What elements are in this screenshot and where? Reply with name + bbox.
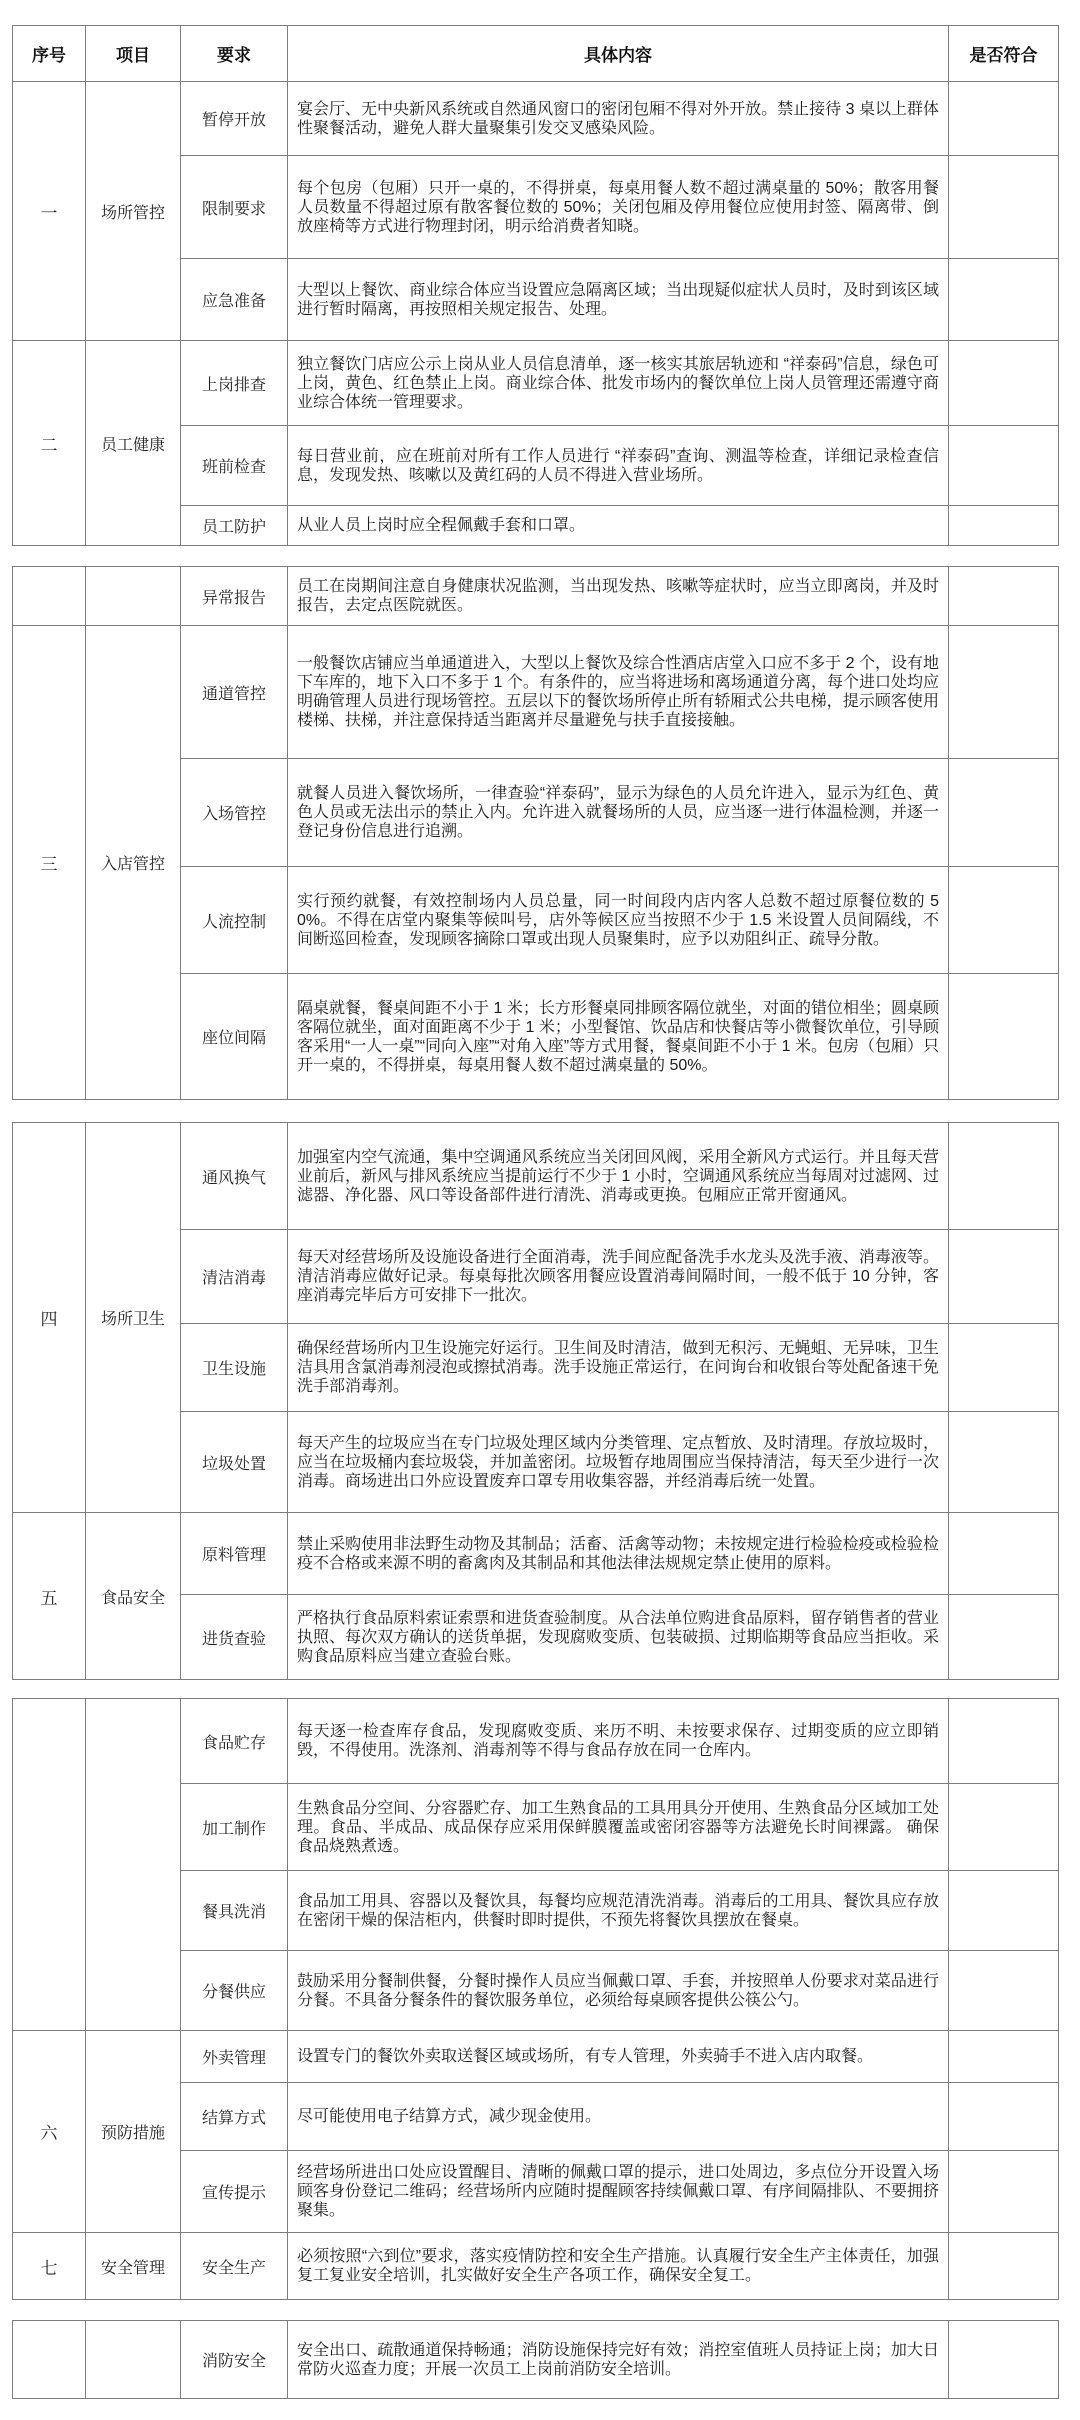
req-cell: 上岗排查: [181, 341, 288, 426]
comply-cell: [949, 1951, 1059, 2031]
header-col-no: 序号: [13, 26, 86, 82]
req-cell: 结算方式: [181, 2083, 288, 2151]
header-col-req: 要求: [181, 26, 288, 82]
table-row: [13, 2321, 1059, 2399]
content-cell: 食品加工用具、容器以及餐饮具，每餐均应规范清洗消毒。消毒后的工用具、餐饮具应存放在密闭干燥的保洁柜内，供餐时即时提供，不预先将餐饮具摆放在餐桌。: [288, 1871, 949, 1951]
comply-cell: [949, 1513, 1059, 1595]
seq-cell: 六: [13, 2031, 86, 2233]
req-cell: 垃圾处置: [181, 1412, 288, 1513]
comply-cell: [949, 1871, 1059, 1951]
item-cell: 食品安全: [86, 1513, 181, 1680]
comply-cell: [949, 2031, 1059, 2083]
req-cell: 异常报告: [181, 567, 288, 626]
req-cell: 消防安全: [181, 2321, 288, 2399]
seq-cell: [13, 1699, 86, 2031]
content-cell: 设置专门的餐饮外卖取送餐区域或场所，有专人管理，外卖骑手不进入店内取餐。: [288, 2031, 949, 2083]
req-cell: 食品贮存: [181, 1699, 288, 1784]
item-cell: 安全管理: [86, 2233, 181, 2300]
content-cell: 经营场所进出口处应设置醒目、清晰的佩戴口罩的提示，进口处周边，多点位分开设置入场顾客身份登记二维码；经营场所内应随时提醒顾客持续佩戴口罩、有序间隔排队、不要拥挤聚集。: [288, 2151, 949, 2233]
req-cell: 宣传提示: [181, 2151, 288, 2233]
req-cell: 人流控制: [181, 867, 288, 974]
comply-cell: [949, 2083, 1059, 2151]
table-row: [13, 2031, 1059, 2083]
table-row: [13, 1123, 1059, 1230]
req-cell: 应急准备: [181, 259, 288, 341]
comply-cell: [949, 156, 1059, 259]
content-cell: 大型以上餐饮、商业综合体应当设置应急隔离区域；当出现疑似症状人员时，及时到该区域进行暂时隔离，再按照相关规定报告、处理。: [288, 259, 949, 341]
seq-cell: 七: [13, 2233, 86, 2300]
content-cell: 从业人员上岗时应全程佩戴手套和口罩。: [288, 506, 949, 546]
comply-cell: [949, 82, 1059, 156]
comply-cell: [949, 567, 1059, 626]
req-cell: 进货查验: [181, 1595, 288, 1680]
checklist-table-2: [12, 566, 1059, 1100]
content-cell: 必须按照“六到位”要求，落实疫情防控和安全生产措施。认真履行安全生产主体责任，加强复工复业安全培训，扎实做好安全生产各项工作，确保安全复工。: [288, 2233, 949, 2300]
content-cell: 员工在岗期间注意自身健康状况监测，当出现发热、咳嗽等症状时，应当立即离岗，并及时报告，去定点医院就医。: [288, 567, 949, 626]
seq-cell: 三: [13, 626, 86, 1100]
comply-cell: [949, 1595, 1059, 1680]
comply-cell: [949, 426, 1059, 506]
item-cell: 场所管控: [86, 82, 181, 341]
table-row: [13, 626, 1059, 759]
req-cell: 外卖管理: [181, 2031, 288, 2083]
req-cell: 通风换气: [181, 1123, 288, 1230]
content-cell: 每天逐一检查库存食品，发现腐败变质、来历不明、未按要求保存、过期变质的应立即销毁，不得使用。洗涤剂、消毒剂等不得与食品存放在同一仓库内。: [288, 1699, 949, 1784]
comply-cell: [949, 626, 1059, 759]
content-cell: 每天产生的垃圾应当在专门垃圾处理区域内分类管理、定点暂放、及时清理。存放垃圾时，应当在垃圾桶内套垃圾袋，并加盖密闭。垃圾暂存地周围应当保持清洁，每天至少进行一次消毒。商场进出口外应设置废弃口罩专用收集容器，并经消毒后统一处置。: [288, 1412, 949, 1513]
seq-cell: 一: [13, 82, 86, 341]
seq-cell: [13, 567, 86, 626]
content-cell: 禁止采购使用非法野生动物及其制品；活畜、活禽等动物；未按规定进行检验检疫或检验检疫不合格或来源不明的畜禽肉及其制品和其他法律法规规定禁止使用的原料。: [288, 1513, 949, 1595]
checklist-table-1: [12, 25, 1059, 546]
content-cell: 生熟食品分空间、分容器贮存、加工生熟食品的工具用具分开使用、生熟食品分区域加工处理。食品、半成品、成品保存应采用保鲜膜覆盖或密闭容器等方法避免长时间裸露。 确保食品烧熟煮透。: [288, 1784, 949, 1871]
comply-cell: [949, 1699, 1059, 1784]
table-row: [13, 567, 1059, 626]
checklist-table-4: [12, 1698, 1059, 2300]
comply-cell: [949, 1784, 1059, 1871]
header-col-content: 具体内容: [288, 26, 949, 82]
seq-cell: [13, 2321, 86, 2399]
comply-cell: [949, 1230, 1059, 1324]
comply-cell: [949, 974, 1059, 1100]
req-cell: 加工制作: [181, 1784, 288, 1871]
content-cell: 安全出口、疏散通道保持畅通；消防设施保持完好有效；消控室值班人员持证上岗；加大日常防火巡查力度；开展一次员工上岗前消防安全培训。: [288, 2321, 949, 2399]
header-row: [13, 26, 1059, 82]
comply-cell: [949, 2151, 1059, 2233]
req-cell: 座位间隔: [181, 974, 288, 1100]
req-cell: 暂停开放: [181, 82, 288, 156]
content-cell: 严格执行食品原料索证索票和进货查验制度。从合法单位购进食品原料，留存销售者的营业执照、每次双方确认的送货单据，发现腐败变质、包装破损、过期临期等食品应当拒收。采购食品原料应当建立查验台账。: [288, 1595, 949, 1680]
content-cell: 一般餐饮店铺应当单通道进入，大型以上餐饮及综合性酒店店堂入口应不多于 2 个，设有地下车库的，地下入口不多于 1 个。有条件的，应当将进场和离场通道分离，每个进口处均应明确管理人员进行现场管控。五层以下的餐饮场所停止所有轿厢式公共电梯，提示顾客使用楼梯、扶梯，并注意保持适当距离并尽量避免与扶手直接接触。: [288, 626, 949, 759]
checklist-table-3: [12, 1122, 1059, 1680]
content-cell: 就餐人员进入餐饮场所，一律查验“祥泰码”，显示为绿色的人员允许进入，显示为红色、黄色人员或无法出示的禁止入内。允许进入就餐场所的人员，应当逐一进行体温检测，并逐一登记身份信息进行追溯。: [288, 759, 949, 867]
header-col-item: 项目: [86, 26, 181, 82]
req-cell: 分餐供应: [181, 1951, 288, 2031]
content-cell: 宴会厅、无中央新风系统或自然通风窗口的密闭包厢不得对外开放。禁止接待 3 桌以上群体性聚餐活动，避免人群大量聚集引发交叉感染风险。: [288, 82, 949, 156]
req-cell: 班前检查: [181, 426, 288, 506]
req-cell: 入场管控: [181, 759, 288, 867]
req-cell: 通道管控: [181, 626, 288, 759]
item-cell: 预防措施: [86, 2031, 181, 2233]
content-cell: 每个包房（包厢）只开一桌的，不得拼桌，每桌用餐人数不超过满桌量的 50%；散客用餐人员数量不得超过原有散客餐位数的 50%；关闭包厢及停用餐位应使用封签、隔离带、倒放座椅等方式进行物理封闭，明示给消费者知晓。: [288, 156, 949, 259]
content-cell: 实行预约就餐，有效控制场内人员总量，同一时间段内店内客人总数不超过原餐位数的 50%。不得在店堂内聚集等候叫号，店外等候区应当按照不少于 1.5 米设置人员间隔线，不间断巡回检查，发现顾客摘除口罩或出现人员聚集时，应予以劝阻纠正、疏导分散。: [288, 867, 949, 974]
comply-cell: [949, 1412, 1059, 1513]
table-row: [13, 2233, 1059, 2300]
content-cell: 每日营业前，应在班前对所有工作人员进行 “祥泰码”查询、测温等检查，详细记录检查信息，发现发热、咳嗽以及黄红码的人员不得进入营业场所。: [288, 426, 949, 506]
comply-cell: [949, 259, 1059, 341]
table-row: [13, 341, 1059, 426]
req-cell: 卫生设施: [181, 1324, 288, 1412]
comply-cell: [949, 506, 1059, 546]
item-cell: 入店管控: [86, 626, 181, 1100]
content-cell: 确保经营场所内卫生设施完好运行。卫生间及时清洁，做到无积污、无蝇蛆、无异味，卫生洁具用含氯消毒剂浸泡或擦拭消毒。洗手设施正常运行，在问询台和收银台等处配备速干免洗手部消毒剂。: [288, 1324, 949, 1412]
comply-cell: [949, 341, 1059, 426]
table-row: [13, 1513, 1059, 1595]
seq-cell: 二: [13, 341, 86, 546]
comply-cell: [949, 867, 1059, 974]
item-cell: [86, 1699, 181, 2031]
seq-cell: 五: [13, 1513, 86, 1680]
req-cell: 安全生产: [181, 2233, 288, 2300]
comply-cell: [949, 759, 1059, 867]
content-cell: 隔桌就餐，餐桌间距不小于 1 米；长方形餐桌同排顾客隔位就坐，对面的错位相坐；圆桌顾客隔位就坐，面对面距离不少于 1 米；小型餐馆、饮品店和快餐店等小微餐饮单位，引导顾客采用“一人一桌”“同向入座”“对角入座”等方式用餐，餐桌间距不小于 1 米。包房（包厢）只开一桌的，不得拼桌，每桌用餐人数不超过满桌量的 50%。: [288, 974, 949, 1100]
content-cell: 鼓励采用分餐制供餐，分餐时操作人员应当佩戴口罩、手套，并按照单人份要求对菜品进行分餐。不具备分餐条件的餐饮服务单位，必须给每桌顾客提供公筷公勺。: [288, 1951, 949, 2031]
item-cell: [86, 567, 181, 626]
req-cell: 餐具洗消: [181, 1871, 288, 1951]
item-cell: [86, 2321, 181, 2399]
comply-cell: [949, 1123, 1059, 1230]
item-cell: 员工健康: [86, 341, 181, 546]
seq-cell: 四: [13, 1123, 86, 1513]
table-row: [13, 82, 1059, 156]
req-cell: 原料管理: [181, 1513, 288, 1595]
content-cell: 加强室内空气流通，集中空调通风系统应当关闭回风阀，采用全新风方式运行。并且每天营业前后，新风与排风系统应当提前运行不少于 1 小时，空调通风系统应当每周对过滤网、过滤器、净化器、风口等设备部件进行清洗、消毒或更换。包厢应正常开窗通风。: [288, 1123, 949, 1230]
checklist-table-5: [12, 2320, 1059, 2399]
item-cell: 场所卫生: [86, 1123, 181, 1513]
comply-cell: [949, 2321, 1059, 2399]
content-cell: 每天对经营场所及设施设备进行全面消毒，洗手间应配备洗手水龙头及洗手液、消毒液等。清洁消毒应做好记录。每桌每批次顾客用餐应设置消毒间隔时间，一般不低于 10 分钟，客座消毒完毕后方可安排下一批次。: [288, 1230, 949, 1324]
req-cell: 员工防护: [181, 506, 288, 546]
req-cell: 限制要求: [181, 156, 288, 259]
table-row: [13, 1699, 1059, 1784]
comply-cell: [949, 2233, 1059, 2300]
req-cell: 清洁消毒: [181, 1230, 288, 1324]
comply-cell: [949, 1324, 1059, 1412]
content-cell: 尽可能使用电子结算方式，减少现金使用。: [288, 2083, 949, 2151]
content-cell: 独立餐饮门店应公示上岗从业人员信息清单，逐一核实其旅居轨迹和 “祥泰码”信息，绿色可上岗，黄色、红色禁止上岗。商业综合体、批发市场内的餐饮单位上岗人员管理还需遵守商业综合体统一管理要求。: [288, 341, 949, 426]
header-col-comply: 是否符合: [949, 26, 1059, 82]
